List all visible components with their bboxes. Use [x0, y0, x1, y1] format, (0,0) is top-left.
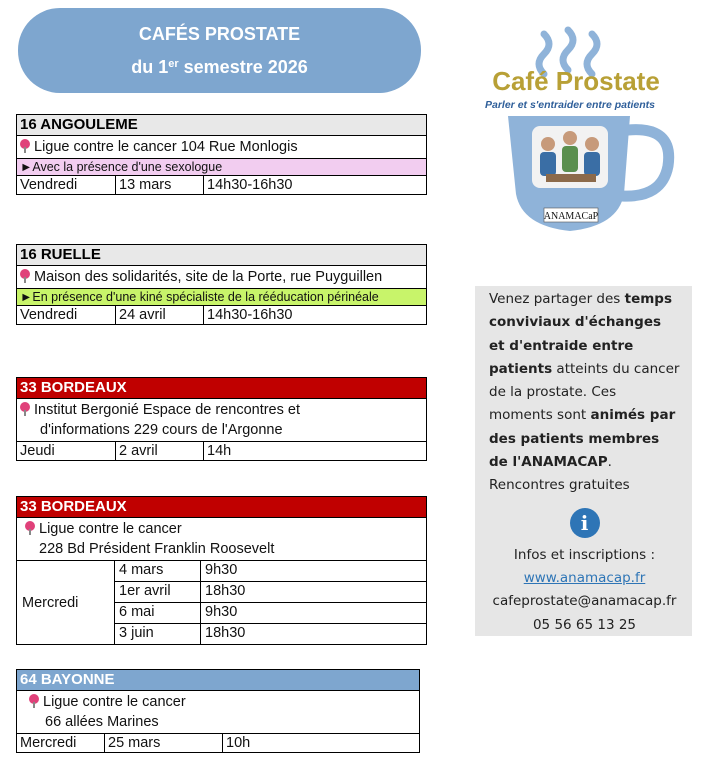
- event-date: 2 avril: [115, 442, 203, 460]
- pin-icon: [20, 269, 30, 283]
- event-place: Ligue contre le cancer 228 Bd Président Franklin Roosevelt: [17, 517, 426, 560]
- info-panel: [475, 286, 692, 636]
- svg-text:ANAMACaP: ANAMACaP: [543, 211, 599, 222]
- event-header: 16 ANGOULEME: [17, 115, 426, 135]
- pin-icon: [20, 139, 30, 153]
- event-place: Ligue contre le cancer 104 Rue Monlogis: [17, 135, 426, 158]
- event-header: 64 BAYONNE: [17, 670, 419, 690]
- event-day: Mercredi: [17, 561, 115, 644]
- event-note: ►En présence d'une kiné spécialiste de la rééducation périnéale: [17, 288, 426, 305]
- event-header: 33 BORDEAUX: [17, 497, 426, 517]
- title-banner: [18, 8, 421, 93]
- session-row: 3 juin 18h30: [115, 623, 426, 644]
- event-place: Institut Bergonié Espace de rencontres et d'informations 229 cours de l'Argonne: [17, 398, 426, 441]
- event-bayonne: [16, 669, 420, 753]
- event-day: Mercredi: [20, 735, 77, 751]
- event-schedule: [17, 733, 419, 752]
- website-link[interactable]: www.anamacap.fr: [523, 569, 646, 586]
- info-icon: i: [570, 508, 600, 538]
- cafe-prostate-logo: [478, 26, 698, 238]
- event-day: Vendredi: [20, 307, 78, 323]
- event-date: 25 mars: [104, 734, 222, 752]
- event-place: Ligue contre le cancer 66 allées Marines: [17, 690, 419, 733]
- info-description: Venez partager des temps conviviaux d'échanges et d'entraide entre patients atteints du cancer de la prostate. Ces moments sont animés par des patients membres de l'ANAMACAP.: [489, 291, 680, 471]
- event-bordeaux-ligue: [16, 496, 427, 645]
- event-schedule: [17, 175, 426, 194]
- info-label: Infos et inscriptions :: [513, 546, 656, 563]
- event-bordeaux-bergonie: [16, 377, 427, 461]
- event-note: ►Avec la présence d'une sexologue: [17, 158, 426, 175]
- event-time: 10h: [222, 734, 419, 752]
- event-schedule: [17, 305, 426, 324]
- title-line2: du 1er semestre 2026: [131, 57, 308, 77]
- pin-icon: [20, 402, 30, 416]
- event-place: Maison des solidarités, site de la Porte, rue Puyguillen: [17, 265, 426, 288]
- svg-text:Café Prostate: Café Prostate: [492, 66, 660, 96]
- contact-email: cafeprostate@anamacap.fr: [492, 593, 677, 610]
- svg-text:Parler et s'entraider entre pa: Parler et s'entraider entre patients: [485, 99, 655, 111]
- event-day: Vendredi: [20, 177, 78, 193]
- session-row: 6 mai 9h30: [115, 602, 426, 623]
- event-time: 14h30-16h30: [203, 176, 426, 194]
- event-time: 14h: [203, 442, 426, 460]
- info-free: Rencontres gratuites: [489, 477, 630, 494]
- contact-phone: 05 56 65 13 25: [532, 616, 637, 633]
- event-date: 24 avril: [115, 306, 203, 324]
- title-line1: CAFÉS PROSTATE: [138, 24, 301, 44]
- event-angouleme: [16, 114, 427, 195]
- event-date: 13 mars: [115, 176, 203, 194]
- event-day: Jeudi: [20, 443, 55, 459]
- event-schedule: [17, 560, 426, 644]
- session-row: 4 mars 9h30: [115, 561, 426, 581]
- pin-icon: [25, 521, 35, 535]
- event-header: 16 RUELLE: [17, 245, 426, 265]
- pin-icon: [29, 694, 39, 708]
- event-time: 14h30-16h30: [203, 306, 426, 324]
- event-ruelle: [16, 244, 427, 325]
- session-row: 1er avril 18h30: [115, 581, 426, 602]
- event-header: 33 BORDEAUX: [17, 378, 426, 398]
- event-schedule: [17, 441, 426, 460]
